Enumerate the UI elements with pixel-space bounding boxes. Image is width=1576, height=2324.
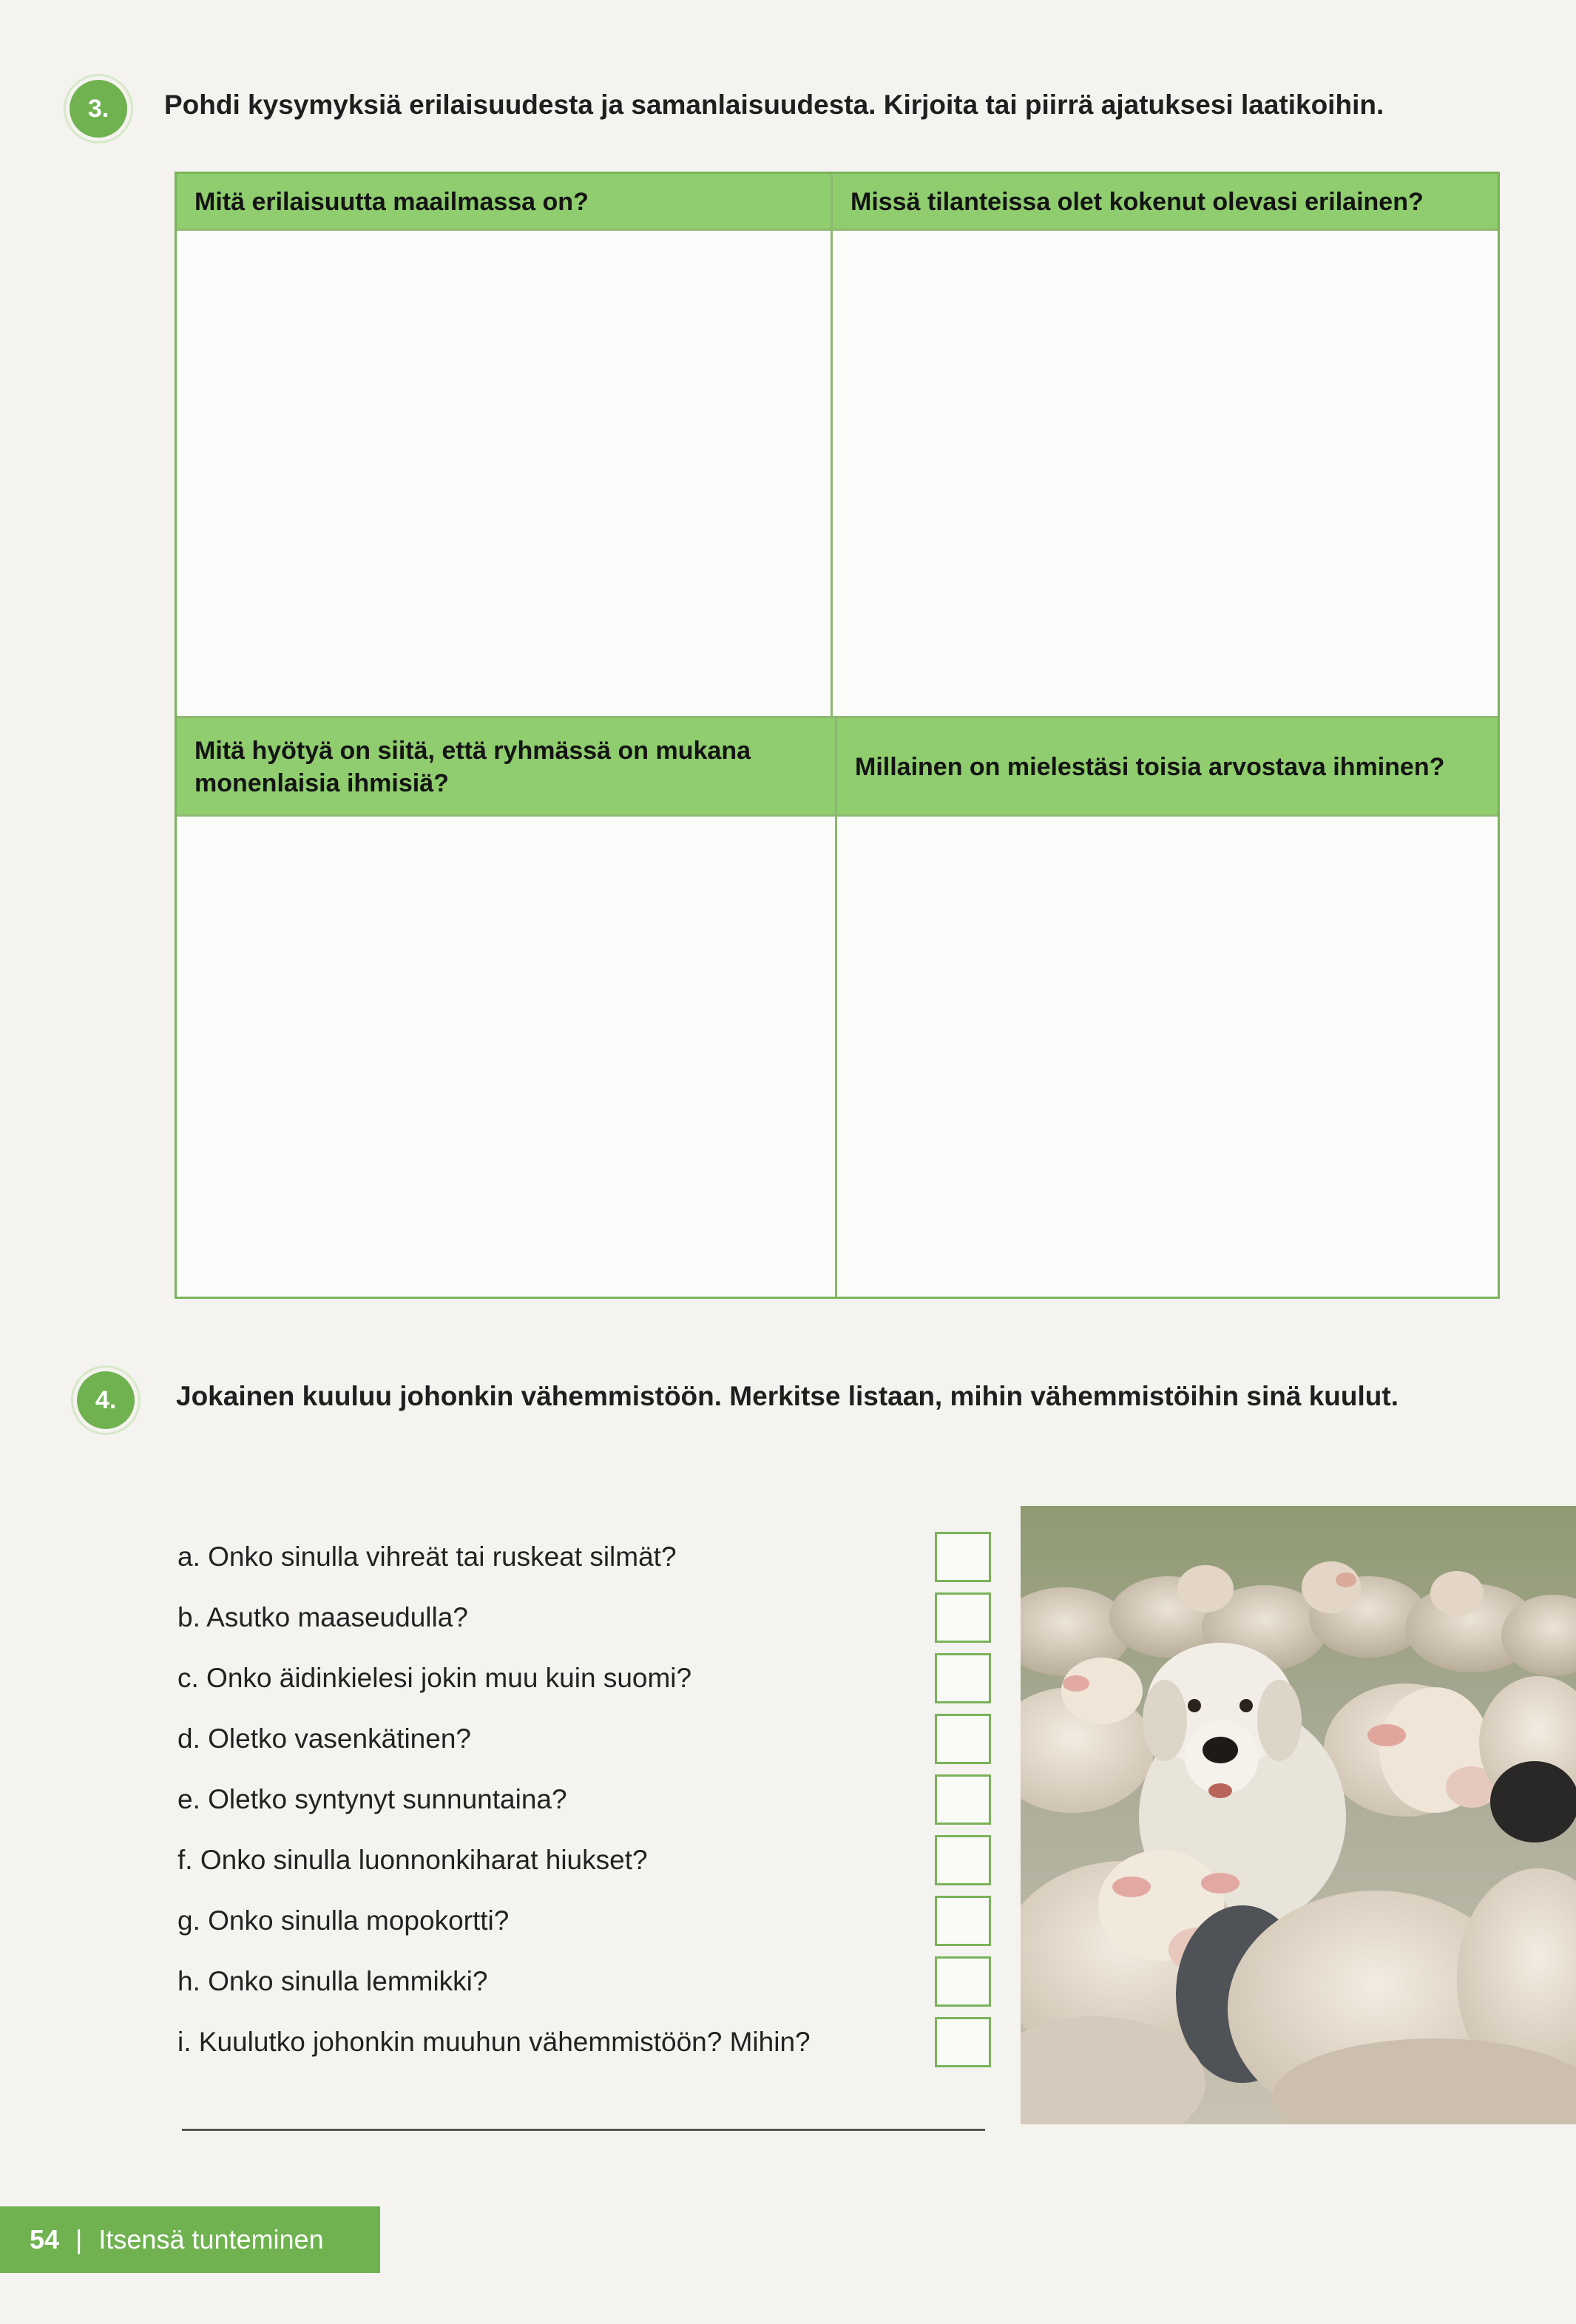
question-f: f. Onko sinulla luonnonkiharat hiukset?: [177, 1845, 648, 1875]
checkbox-e[interactable]: [935, 1774, 991, 1825]
section-title: Itsensä tunteminen: [98, 2224, 324, 2254]
checkbox-d[interactable]: [935, 1714, 991, 1764]
task-3-badge: [70, 80, 127, 138]
list-item: [177, 1648, 991, 1709]
grid-header-underline-bottom: [177, 814, 1498, 817]
checkbox-h[interactable]: [935, 1956, 991, 2007]
list-item: [177, 1830, 991, 1891]
box-header-4: [837, 718, 1498, 816]
box-header-1: [177, 174, 831, 230]
checkbox-c[interactable]: [935, 1653, 991, 1703]
box-question-4: Millainen on mielestäsi toisia arvostava ihminen?: [855, 753, 1445, 781]
list-item: [177, 2012, 991, 2073]
question-c: c. Onko äidinkielesi jokin muu kuin suomi?: [177, 1663, 692, 1693]
page-footer: [0, 2206, 380, 2273]
list-item: [177, 1587, 991, 1648]
list-item: [177, 1891, 991, 1951]
question-g: g. Onko sinulla mopokortti?: [177, 1905, 510, 1936]
task-4-number: 4.: [95, 1385, 117, 1414]
question-b: b. Asutko maaseudulla?: [177, 1602, 468, 1632]
checkbox-b[interactable]: [935, 1592, 991, 1643]
grid-divider-vertical-bottom: [835, 718, 837, 1297]
checkbox-i[interactable]: [935, 2017, 991, 2067]
checkbox-f[interactable]: [935, 1835, 991, 1885]
grid-divider-vertical-top: [831, 174, 833, 718]
list-item: [177, 1951, 991, 2012]
checkbox-a[interactable]: [935, 1532, 991, 1582]
question-e: e. Oletko syntynyt sunnuntaina?: [177, 1784, 567, 1814]
question-h: h. Onko sinulla lemmikki?: [177, 1966, 488, 1996]
task-4-badge: [77, 1371, 135, 1429]
grid-header-underline-top: [177, 229, 1498, 231]
question-i: i. Kuulutko johonkin muuhun vähemmistöön? Mihin?: [177, 2027, 811, 2057]
question-d: d. Oletko vasenkätinen?: [177, 1723, 471, 1754]
page-number: 54: [30, 2224, 60, 2254]
box-question-2: Missä tilanteissa olet kokenut olevasi erilainen?: [850, 188, 1424, 216]
grid-divider-horizontal: [177, 716, 1498, 718]
list-item: [177, 1527, 991, 1587]
checkbox-g[interactable]: [935, 1896, 991, 1946]
question-a: a. Onko sinulla vihreät tai ruskeat silmät?: [177, 1541, 677, 1572]
task-4-instruction: Jokainen kuuluu johonkin vähemmistöön. Merkitse listaan, mihin vähemmistöihin sinä kuulut.: [176, 1381, 1399, 1411]
dog-among-sheep-photo: [1021, 1506, 1576, 2124]
box-header-3: [177, 718, 835, 816]
box-question-3: Mitä hyötyä on siitä, että ryhmässä on mukana monenlaisia ihmisiä?: [195, 737, 751, 797]
task-3-grid: [175, 172, 1500, 1299]
footer-separator: |: [75, 2224, 83, 2254]
sheep-flock-illustration: [1021, 1506, 1576, 2124]
answer-box-4[interactable]: [837, 816, 1498, 1297]
answer-box-3[interactable]: [177, 816, 835, 1297]
answer-box-2[interactable]: [833, 230, 1498, 718]
answer-box-1[interactable]: [177, 230, 831, 718]
list-item: [177, 1709, 991, 1769]
box-header-2: [833, 174, 1498, 230]
task-3-number: 3.: [87, 94, 109, 123]
task-4-question-list: [177, 1527, 991, 2073]
box-question-1: Mitä erilaisuutta maailmassa on?: [195, 188, 589, 216]
task-3-instruction: Pohdi kysymyksiä erilaisuudesta ja samanlaisuudesta. Kirjoita tai piirrä ajatuksesi laatikoihin.: [164, 89, 1384, 120]
answer-line[interactable]: [182, 2129, 985, 2131]
list-item: [177, 1769, 991, 1830]
